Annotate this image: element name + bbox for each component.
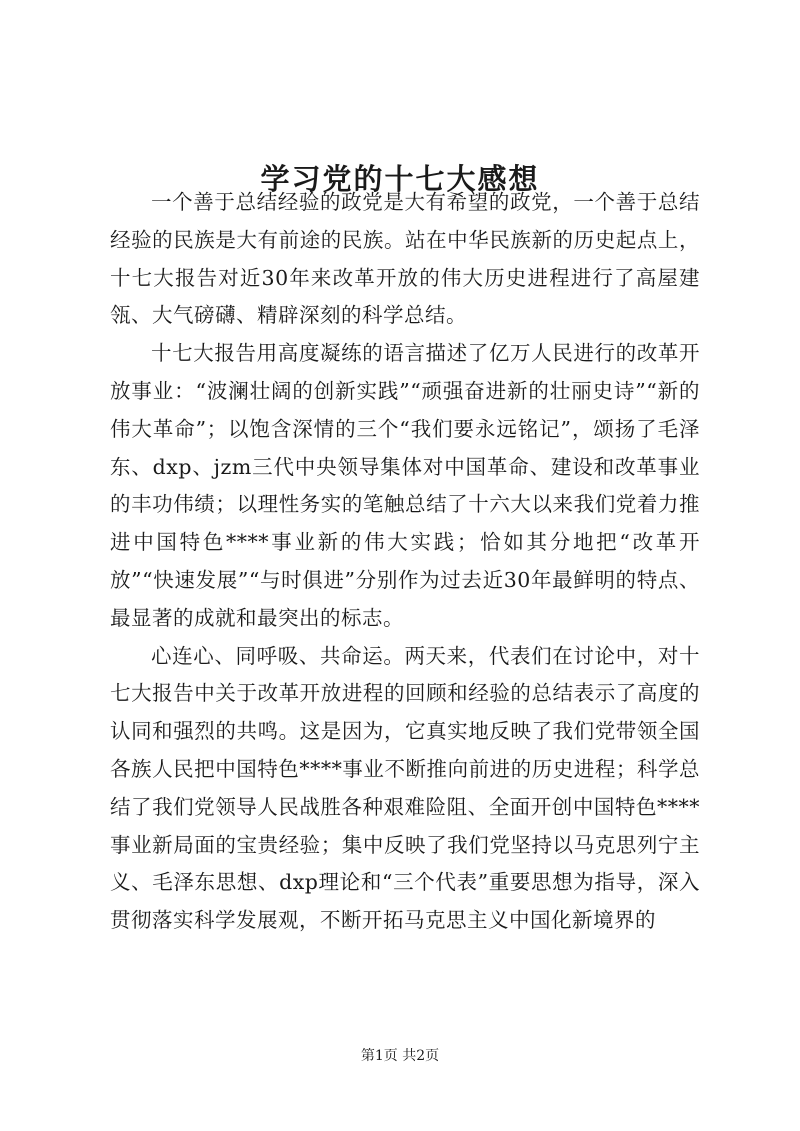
paragraph: 十七大报告用高度凝练的语言描述了亿万人民进行的改革开放事业：“波澜壮阔的创新实践”“顽强奋进新的壮丽史诗”“新的伟大革命”；以饱含深情的三个“我们要永远铭记”，颂扬了毛泽东、dxp、jzm三代中央领导集体对中国革命、建设和改革事业的丰功伟绩；以理性务实的笔触总结了十六大以来我们党着力推进中国特色****事业新的伟大实践；恰如其分地把“改革开放”“快速发展”“与时俱进”分别作为过去近30年最鲜明的特点、最显著的成就和最突出的标志。 [110, 341, 700, 630]
page-number-footer: 第1页 共2页 [360, 1048, 440, 1064]
paragraph: 一个善于总结经验的政党是大有希望的政党，一个善于总结经验的民族是大有前途的民族。站在中华民族新的历史起点上，十七大报告对近30年来改革开放的伟大历史进程进行了高屋建瓴、大气磅礴、精辟深刻的科学总结。 [110, 190, 700, 328]
page-title: 学习党的十七大感想 [260, 162, 540, 197]
document-body [110, 184, 700, 940]
paragraph: 心连心、同呼吸、共命运。两天来，代表们在讨论中，对十七大报告中关于改革开放进程的回顾和经验的总结表示了高度的认同和强烈的共鸣。这是因为，它真实地反映了我们党带领全国各族人民把中国特色****事业不断推向前进的历史进程；科学总结了我们党领导人民战胜各种艰难险阻、全面开创中国特色****事业新局面的宝贵经验；集中反映了我们党坚持以马克思列宁主义、毛泽东思想、dxp理论和“三个代表”重要思想为指导，深入贯彻落实科学发展观，不断开拓马克思主义中国化新境界的 [110, 643, 700, 933]
